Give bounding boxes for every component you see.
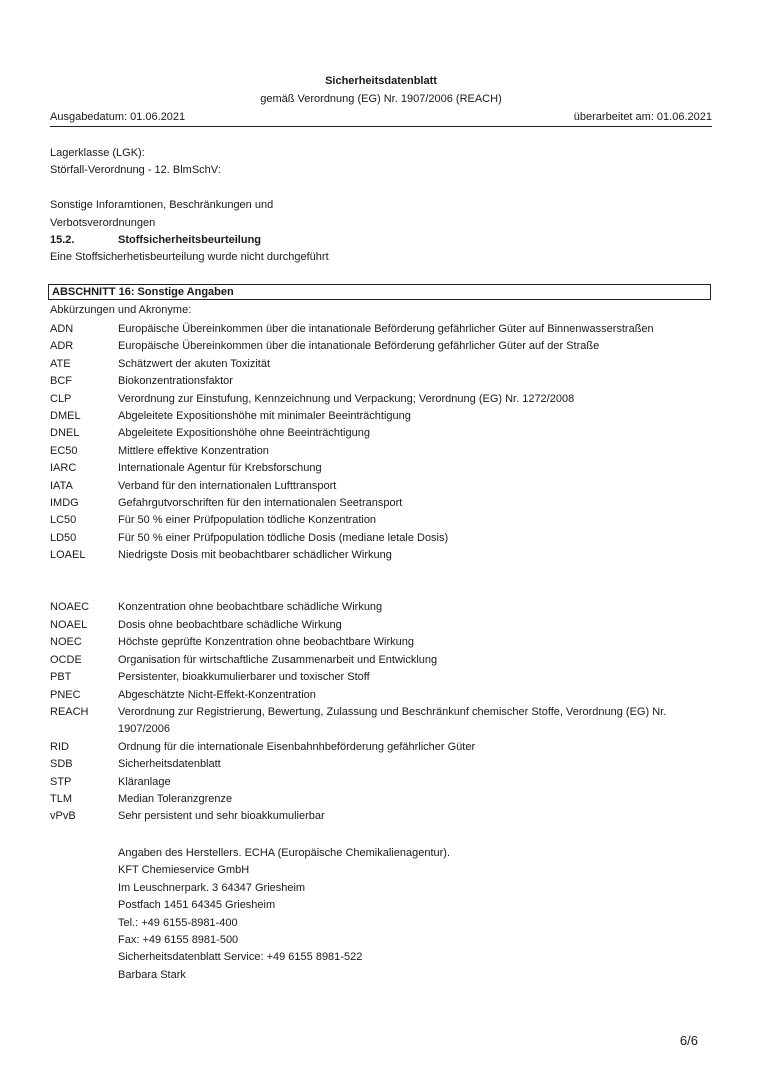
- abbreviation-term: SDB: [50, 758, 73, 771]
- abbreviation-group-a: [50, 321, 712, 565]
- abbreviation-list: [50, 321, 712, 826]
- abbreviation-term: PNEC: [50, 688, 81, 701]
- abbreviation-group-b: [50, 599, 712, 825]
- abbreviation-term: NOAEL: [50, 618, 88, 631]
- abbreviation-definition: Verordnung zur Einstufung, Kennzeichnung und Verpackung; Verordnung (EG) Nr. 1272/2008: [118, 392, 575, 405]
- contact-line: Angaben des Herstellers. ECHA (Europäische Chemikalienagentur).: [118, 847, 451, 859]
- abbreviation-definition: Sehr persistent und sehr bioakkumulierbar: [118, 810, 325, 823]
- section-16-title: ABSCHNITT 16: Sonstige Angaben: [52, 286, 234, 298]
- abbreviation-term: LD50: [50, 531, 77, 544]
- abbreviation-term: PBT: [50, 671, 72, 684]
- abbreviation-definition: Für 50 % einer Prüfpopulation tödliche Dosis (mediane letale Dosis): [118, 531, 449, 544]
- header-divider: [50, 126, 712, 127]
- abbreviation-row: [50, 808, 712, 825]
- abbreviation-term: LC50: [50, 514, 77, 527]
- abbreviation-definition: Europäische Übereinkommen über die intanationale Beförderung gefährlicher Güter auf der Straße: [118, 340, 600, 353]
- abbreviation-row: [50, 547, 712, 564]
- abbreviation-term: IATA: [50, 479, 73, 492]
- abbreviation-row: [50, 704, 712, 739]
- abbreviation-definition: Niedrigste Dosis mit beobachtbarer schädlicher Wirkung: [118, 549, 392, 562]
- stoerfall-label: Störfall-Verordnung - 12. BlmSchV:: [50, 164, 221, 176]
- other-info-line2: Verbotsverordnungen: [50, 217, 156, 229]
- abbreviation-definition: Ordnung für die internationale Eisenbahnhbeförderung gefährlicher Güter: [118, 740, 476, 753]
- abbreviation-definition: Verordnung zur Registrierung, Bewertung, Zulassung und Beschränkunf chemischer Stoffe, Verordnung (EG) Nr. 1907/2006: [118, 705, 667, 736]
- abbreviation-definition: Persistenter, bioakkumulierbarer und toxischer Stoff: [118, 671, 370, 684]
- abbreviation-row: [50, 391, 712, 408]
- document-title: Sicherheitsdatenblatt: [325, 75, 437, 87]
- abbreviation-row: [50, 774, 712, 791]
- abbreviation-row: [50, 652, 712, 669]
- storage-class-label: Lagerklasse (LGK):: [50, 147, 145, 159]
- abbreviation-row: [50, 321, 712, 338]
- abbreviation-definition: Gefahrgutvorschriften für den internationalen Seetransport: [118, 497, 403, 510]
- revised-date: überarbeitet am: 01.06.2021: [573, 111, 712, 123]
- subsection-number: 15.2.: [50, 234, 75, 246]
- assessment-text: Eine Stoffsicherhetisbeurteilung wurde nicht durchgeführt: [50, 251, 329, 263]
- contact-line: Im Leuschnerpark. 3 64347 Griesheim: [118, 881, 306, 894]
- abbreviation-term: vPvB: [50, 810, 76, 823]
- abbreviation-definition: Abgeleitete Expositionshöhe ohne Beeinträchtigung: [118, 427, 370, 440]
- abbreviation-row: [50, 495, 712, 512]
- other-info-line1: Sonstige Inforamtionen, Beschränkungen und: [50, 199, 274, 211]
- abbreviation-definition: Internationale Agentur für Krebsforschung: [118, 462, 322, 475]
- abbreviation-row: [50, 425, 712, 442]
- abbreviation-row: [50, 530, 712, 547]
- abbreviation-definition: Dosis ohne beobachtbare schädliche Wirkung: [118, 618, 342, 631]
- abbreviation-row: [50, 373, 712, 390]
- abbreviation-definition: Konzentration ohne beobachtbare schädliche Wirkung: [118, 601, 383, 614]
- abbreviation-row: [50, 443, 712, 460]
- contact-line: Barbara Stark: [118, 968, 186, 981]
- abbreviation-term: STP: [50, 775, 72, 788]
- abbreviation-term: OCDE: [50, 653, 82, 666]
- abbreviation-row: [50, 756, 712, 773]
- abbreviation-term: TLM: [50, 792, 72, 805]
- abbreviation-term: ADN: [50, 323, 74, 335]
- abbreviation-term: DNEL: [50, 427, 80, 440]
- abbreviation-term: DMEL: [50, 410, 81, 423]
- abbreviation-term: EC50: [50, 444, 78, 457]
- abbreviation-row: [50, 478, 712, 495]
- abbreviations-intro: Abkürzungen und Akronyme:: [50, 304, 192, 316]
- page-header: [50, 75, 712, 127]
- abbreviation-definition: Biokonzentrationsfaktor: [118, 375, 233, 388]
- section-16-header: [48, 284, 711, 300]
- list-gap: [50, 565, 712, 600]
- abbreviation-term: ADR: [50, 340, 74, 353]
- abbreviation-term: ATE: [50, 357, 71, 370]
- subsection-title: Stoffsicherheitsbeurteilung: [118, 234, 262, 246]
- abbreviation-row: [50, 599, 712, 616]
- abbreviation-term: BCF: [50, 375, 72, 388]
- abbreviation-definition: Median Toleranzgrenze: [118, 792, 233, 805]
- abbreviation-term: IMDG: [50, 497, 79, 510]
- abbreviation-row: [50, 739, 712, 756]
- abbreviation-definition: Verband für den internationalen Lufttransport: [118, 479, 337, 492]
- abbreviation-term: REACH: [50, 705, 89, 718]
- contact-line: KFT Chemieservice GmbH: [118, 864, 250, 877]
- abbreviation-row: [50, 512, 712, 529]
- abbreviation-term: IARC: [50, 462, 77, 475]
- abbreviation-definition: Kläranlage: [118, 775, 171, 788]
- abbreviation-row: [50, 687, 712, 704]
- abbreviation-definition: Europäische Übereinkommen über die intanationale Beförderung gefährlicher Güter auf Binnenwasserstraßen: [118, 323, 654, 335]
- abbreviation-row: [50, 634, 712, 651]
- abbreviation-row: [50, 338, 712, 355]
- contact-line: Fax: +49 6155 8981-500: [118, 934, 239, 947]
- abbreviation-term: NOAEC: [50, 601, 90, 614]
- abbreviation-term: NOEC: [50, 636, 82, 649]
- abbreviation-definition: Sicherheitsdatenblatt: [118, 758, 221, 771]
- abbreviation-definition: Abgeschätzte Nicht-Effekt-Konzentration: [118, 688, 316, 701]
- abbreviation-row: [50, 356, 712, 373]
- page-number: 6/6: [679, 1033, 698, 1048]
- abbreviation-definition: Höchste geprüfte Konzentration ohne beobachtbare Wirkung: [118, 636, 414, 649]
- abbreviation-row: [50, 460, 712, 477]
- contact-line: Postfach 1451 64345 Griesheim: [118, 899, 276, 912]
- manufacturer-contact-block: [118, 845, 450, 984]
- abbreviation-row: [50, 669, 712, 686]
- abbreviation-term: RID: [50, 740, 69, 753]
- contact-line: Tel.: +49 6155-8981-400: [118, 916, 238, 929]
- document-subtitle: gemäß Verordnung (EG) Nr. 1907/2006 (REACH): [260, 93, 502, 105]
- abbreviation-term: LOAEL: [50, 549, 86, 562]
- abbreviation-term: CLP: [50, 392, 72, 405]
- abbreviation-definition: Abgeleitete Expositionshöhe mit minimaler Beeinträchtigung: [118, 410, 411, 423]
- abbreviation-definition: Organisation für wirtschaftliche Zusammenarbeit und Entwicklung: [118, 653, 438, 666]
- contact-line: Sicherheitsdatenblatt Service: +49 6155 8981-522: [118, 951, 363, 964]
- issue-date: Ausgabedatum: 01.06.2021: [50, 111, 186, 123]
- abbreviation-row: [50, 791, 712, 808]
- abbreviation-definition: Schätzwert der akuten Toxizität: [118, 357, 271, 370]
- abbreviation-definition: Mittlere effektive Konzentration: [118, 444, 269, 457]
- abbreviation-row: [50, 617, 712, 634]
- abbreviation-row: [50, 408, 712, 425]
- abbreviation-definition: Für 50 % einer Prüfpopulation tödliche Konzentration: [118, 514, 377, 527]
